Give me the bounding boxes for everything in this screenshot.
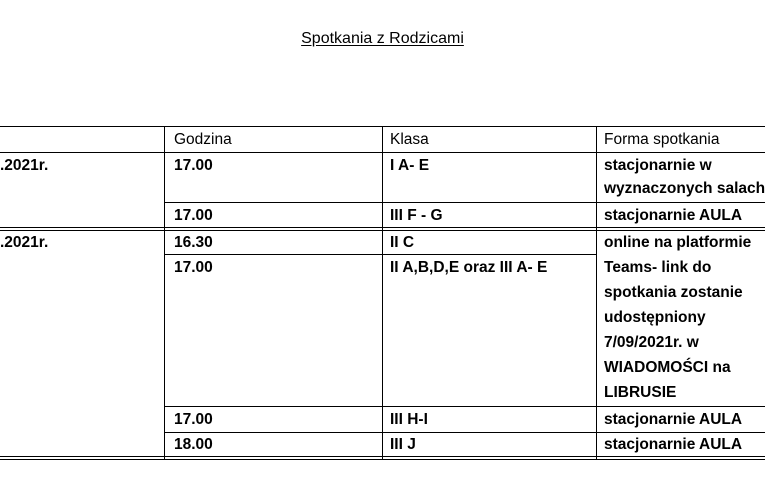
header-class: Klasa — [390, 131, 429, 148]
row-date: .2021r. — [0, 157, 49, 174]
row-time: 17.00 — [174, 207, 213, 224]
header-time: Godzina — [174, 131, 232, 148]
row-time: 18.00 — [174, 436, 213, 453]
row-form-line: WIADOMOŚCI na — [604, 359, 731, 376]
row-class: II A,B,D,E oraz III A- E — [390, 259, 548, 276]
table-col-divider-2 — [382, 126, 383, 460]
header-form: Forma spotkania — [604, 131, 720, 148]
row-form-line: stacjonarnie AULA — [604, 207, 743, 224]
row-time: 17.00 — [174, 259, 213, 276]
row-class: I A- E — [390, 157, 430, 174]
row-form-line: stacjonarnie AULA — [604, 411, 743, 428]
row-time: 16.30 — [174, 234, 213, 251]
table-border-row1 — [165, 202, 765, 203]
row-form-line: spotkania zostanie — [604, 284, 743, 301]
row-form-line: stacjonarnie AULA — [604, 436, 743, 453]
row-form-line: 7/09/2021r. w — [604, 334, 699, 351]
row-form-line: udostępniony — [604, 309, 706, 326]
row-form-line: Teams- link do — [604, 259, 712, 276]
row-class: III J — [390, 436, 416, 453]
row-class: III H-I — [390, 411, 428, 428]
row-form-line: wyznaczonych salach — [604, 180, 765, 197]
row-class: II C — [390, 234, 415, 251]
table-col-divider-1 — [164, 126, 165, 460]
row-date: .2021r. — [0, 234, 49, 251]
table-border-row4 — [165, 406, 765, 407]
row-class: III F - G — [390, 207, 443, 224]
row-form-line: stacjonarnie w — [604, 157, 712, 174]
table-border-row3 — [165, 254, 596, 255]
page-title: Spotkania z Rodzicami — [301, 30, 464, 47]
row-form-line: LIBRUSIE — [604, 384, 677, 401]
row-time: 17.00 — [174, 411, 213, 428]
row-time: 17.00 — [174, 157, 213, 174]
table-col-divider-3 — [596, 126, 597, 460]
row-form-line: online na platformie — [604, 234, 752, 251]
